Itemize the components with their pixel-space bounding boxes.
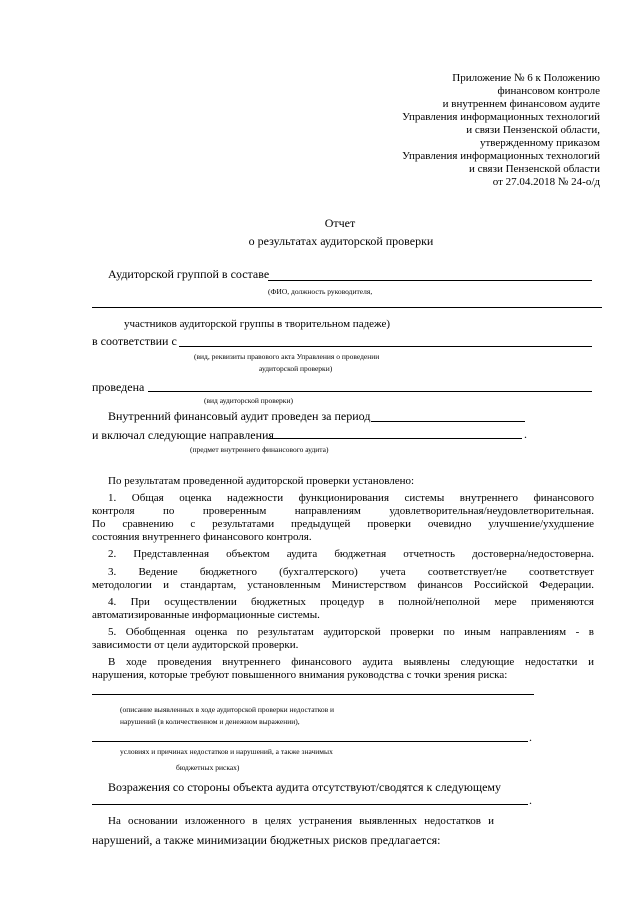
header-line: Управления информационных технологий: [402, 150, 600, 162]
header-line: Управления информационных технологий: [402, 111, 600, 123]
accordance-label: в соответствии с: [92, 334, 177, 348]
conditions-hint-1: условиях и причинах недостатков и нарушений, а также значимых: [120, 747, 333, 756]
item4-line1: 4. При осуществлении бюджетных процедур в полной/неполной мере применяются: [108, 596, 594, 608]
header-line: финансовом контроле: [497, 85, 600, 97]
findings-intro: По результатам проведенной аудиторской проверки установлено:: [108, 475, 415, 487]
item5-line1: 5. Обобщенная оценка по результатам аудиторской проверки по иным направлениям - в: [108, 626, 594, 638]
period-field-line[interactable]: [371, 421, 525, 422]
item3-line2: методологии и стандартам, установленным Министерством финансов Российской Федерации.: [92, 579, 594, 591]
item4-line2: автоматизированные информационные системы.: [92, 609, 320, 621]
directions-label: и включал следующие направления: [92, 428, 274, 442]
item1-line2: контроля по проверенным направлениям удовлетворительная/неудовлетворительная.: [92, 505, 594, 517]
document-title: Отчет: [324, 216, 356, 230]
directions-field-line[interactable]: [268, 438, 522, 439]
conditions-hint-2: бюджетных рисках): [176, 763, 240, 772]
item1-line3: По сравнению с результатами предыдущей проверки очевидно улучшение/ухудшение: [92, 518, 594, 530]
group-field-line[interactable]: [268, 280, 592, 281]
directions-hint: (предмет внутреннего финансового аудита): [190, 445, 329, 454]
deficiencies-line2: нарушения, которые требуют повышенного внимания руководства с точки зрения риска:: [92, 669, 508, 681]
deficiencies-line1: В ходе проведения внутреннего финансового аудита выявлены следующие недостатки и: [108, 656, 594, 668]
description-hint-2: нарушений (в количественном и денежном выражении),: [120, 717, 300, 726]
group-label: Аудиторской группой в составе: [108, 267, 270, 281]
basis-line2: нарушений, а также минимизации бюджетных рисков предлагается:: [92, 833, 441, 847]
conducted-hint: (вид аудиторской проверки): [204, 396, 293, 405]
objections-label: Возражения со стороны объекта аудита отсутствуют/сводятся к следующему: [108, 780, 502, 794]
header-line: Приложение № 6 к Положению: [452, 72, 600, 84]
objections-field-line[interactable]: [92, 804, 528, 805]
group-hint: (ФИО, должность руководителя,: [268, 287, 373, 296]
header-line: и связи Пензенской области,: [466, 124, 600, 136]
description-end: .: [529, 730, 532, 744]
description-hint-1: (описание выявленных в ходе аудиторской проверки недостатков и: [120, 705, 335, 714]
item2: 2. Представленная объектом аудита бюджетная отчетность достоверна/недостоверна.: [108, 548, 594, 560]
description-field-line[interactable]: [92, 694, 534, 695]
item1-line4: состояния внутреннего финансового контроля.: [92, 531, 312, 543]
header-line: и внутреннем финансовом аудите: [442, 98, 600, 110]
accordance-hint-1: (вид, реквизиты правового акта Управления о проведении: [194, 352, 380, 361]
accordance-hint-2: аудиторской проверки): [259, 364, 333, 373]
description-field-line-2[interactable]: [92, 741, 528, 742]
period-label: Внутренний финансовый аудит проведен за период: [108, 409, 371, 423]
header-line: и связи Пензенской области: [468, 163, 600, 175]
item5-line2: зависимости от цели аудиторской проверки.: [92, 639, 299, 651]
members-field-line[interactable]: [92, 307, 602, 308]
basis-line1: На основании изложенного в целях устранения выявленных недостатков и: [108, 815, 494, 827]
directions-end: .: [524, 427, 527, 441]
conducted-field-line[interactable]: [148, 391, 592, 392]
objections-end: .: [529, 793, 532, 807]
members-hint: участников аудиторской группы в творительном падеже): [124, 318, 391, 330]
header-line: от 27.04.2018 № 24-о/д: [492, 176, 600, 188]
document-subtitle: о результатах аудиторской проверки: [248, 234, 434, 248]
conducted-label: проведена: [92, 380, 145, 394]
header-block: [300, 72, 600, 189]
header-line: утвержденному приказом: [479, 137, 600, 149]
accordance-field-line[interactable]: [179, 346, 592, 347]
item1-line1: 1. Общая оценка надежности функционирования системы внутреннего финансового: [108, 492, 594, 504]
item3-line1: 3. Ведение бюджетного (бухгалтерского) учета соответствует/не соответствует: [108, 566, 594, 578]
